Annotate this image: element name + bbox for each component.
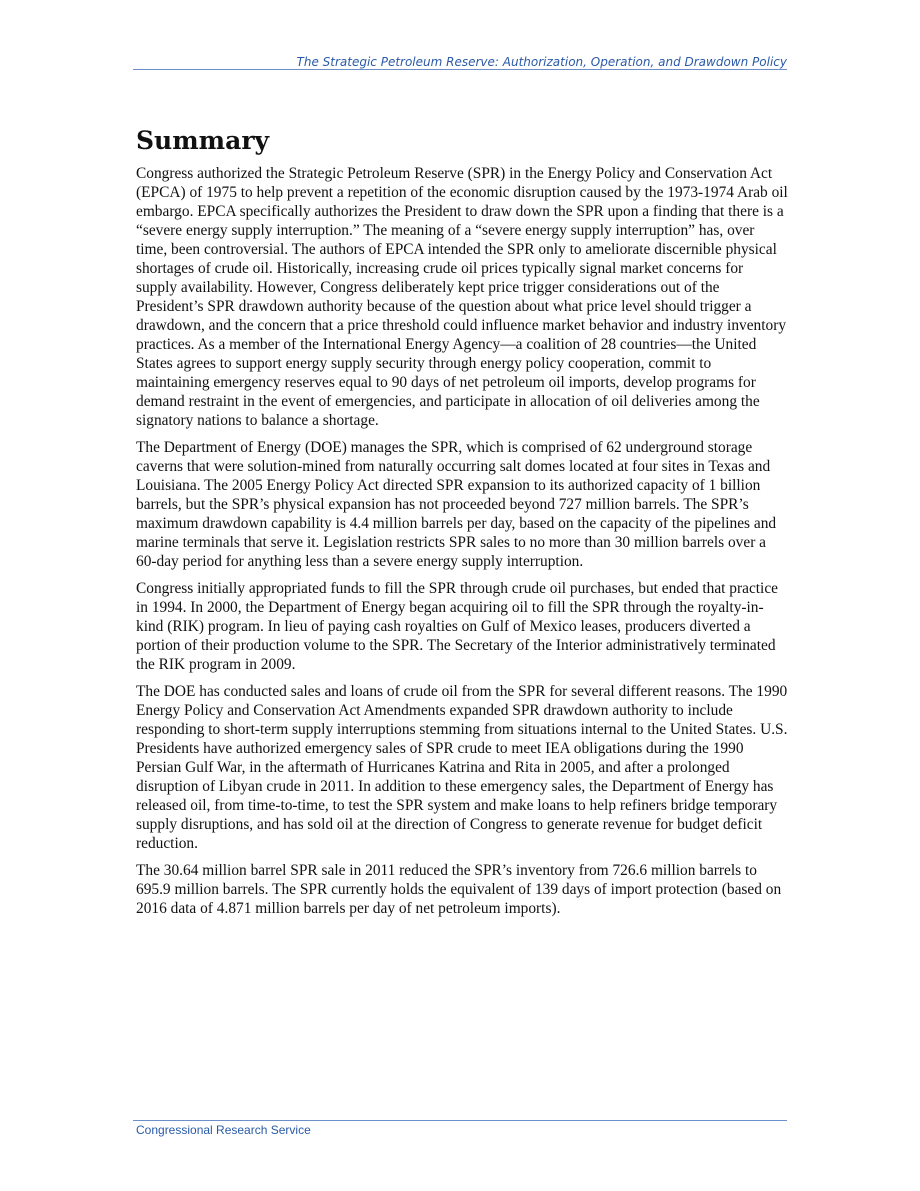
paragraph-sales-loans: The DOE has conducted sales and loans of crude oil from the SPR for several different reasons. The 1990 Energy Policy and Conservation Act Amendments expanded SPR drawdown authority to include responding to short-term supply interruptions stemming from situations internal to the United States. U.S. Presidents have authorized emergency sales of SPR crude to meet IEA obligations during the 1990 Persian Gulf War, in the aftermath of Hurricanes Katrina and Rita in 2005, and after a prolonged disruption of Libyan crude in 2011. In addition to these emergency sales, the Department of Energy has released oil, from time-to-time, to test the SPR system and make loans to help refiners bridge temporary supply disruptions, and has sold oil at the direction of Congress to generate revenue for budget deficit reduction. — [136, 683, 788, 852]
paragraph-spr-authorization: Congress authorized the Strategic Petroleum Reserve (SPR) in the Energy Policy and Conservation Act (EPCA) of 1975 to help prevent a repetition of the economic disruption caused by the 1973-1974 Arab oil embargo. EPCA specifically authorizes the President to draw down the SPR upon a finding that there is a “severe energy supply interruption.” The meaning of a “severe energy supply interruption” has, over time, been controversial. The authors of EPCA intended the SPR only to ameliorate discernible physical shortages of crude oil. Historically, increasing crude oil prices typically signal market concerns for supply availability. However, Congress deliberately kept price trigger considerations out of the President’s SPR drawdown authority because of the question about what price level should trigger a drawdown, and the concern that a price threshold could influence market behavior and industry inventory practices. As a member of the International Energy Agency—a coalition of 28 countries—the United States agrees to support energy supply security through energy policy cooperation, commit to maintaining emergency reserves equal to 90 days of net petroleum oil imports, develop programs for demand restraint in the event of emergencies, and participate in allocation of oil deliveries among the signatory nations to balance a shortage. — [136, 165, 788, 429]
paragraph-doe-management: The Department of Energy (DOE) manages the SPR, which is comprised of 62 underground storage caverns that were solution-mined from naturally occurring salt domes located at four sites in Texas and Louisiana. The 2005 Energy Policy Act directed SPR expansion to its authorized capacity of 1 billion barrels, but the SPR’s physical expansion has not proceeded beyond 727 million barrels. The SPR’s maximum drawdown capability is 4.4 million barrels per day, based on the capacity of the pipelines and marine terminals that serve it. Legislation restricts SPR sales to no more than 30 million barrels over a 60-day period for anything less than a severe energy supply interruption. — [136, 439, 777, 570]
footer-organization: Congressional Research Service — [136, 1123, 311, 1137]
page-title: Summary — [136, 126, 270, 155]
paragraph-inventory: The 30.64 million barrel SPR sale in 2011 reduced the SPR’s inventory from 726.6 million barrels to 695.9 million barrels. The SPR currently holds the equivalent of 139 days of import protection (based on 2016 data of 4.871 million barrels per day of net petroleum imports). — [136, 862, 782, 917]
paragraph-fill-funding: Congress initially appropriated funds to fill the SPR through crude oil purchases, but ended that practice in 1994. In 2000, the Department of Energy began acquiring oil to fill the SPR through the royalty-in-kind (RIK) program. In lieu of paying cash royalties on Gulf of Mexico leases, producers diverted a portion of their production volume to the SPR. The Secretary of the Interior administratively terminated the RIK program in 2009. — [136, 580, 778, 673]
header-divider — [133, 69, 787, 70]
footer-divider — [133, 1120, 787, 1121]
running-header-title: The Strategic Petroleum Reserve: Authorization, Operation, and Drawdown Policy — [296, 55, 787, 69]
page-content — [136, 124, 788, 926]
